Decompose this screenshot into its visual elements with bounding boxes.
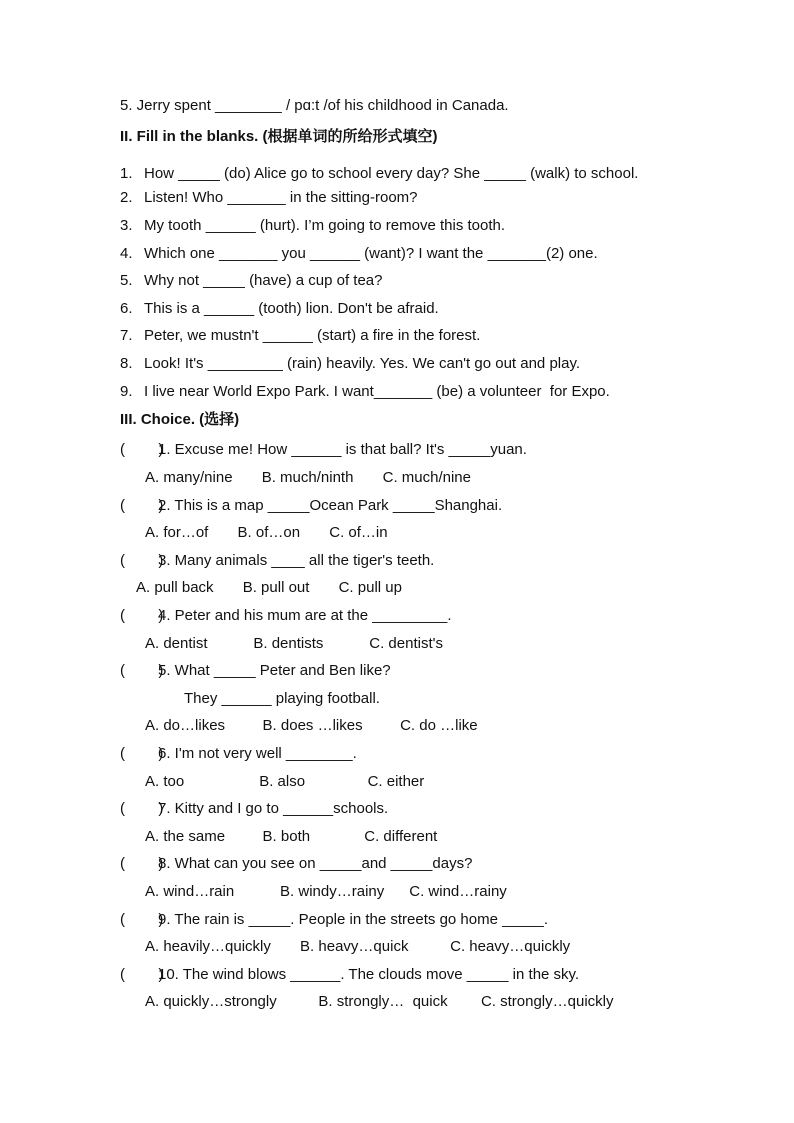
choice-question [120, 552, 434, 570]
question-text: 5. What _____ Peter and Ben like? [158, 662, 391, 679]
fill-item [120, 189, 418, 207]
fill-item [120, 383, 610, 401]
fill-item [120, 245, 598, 263]
fill-item [120, 217, 505, 235]
choice-options: A. dentist B. dentists C. dentist's [145, 635, 443, 652]
item-text: Why not _____ (have) a cup of tea? [144, 272, 383, 289]
item-number: 4. [120, 245, 133, 262]
section-3-heading: III. Choice. (选择) [120, 411, 240, 428]
question-text: 6. I'm not very well ________. [158, 745, 357, 762]
item-text: This is a ______ (tooth) lion. Don't be afraid. [144, 300, 439, 317]
item-text: Look! It's _________ (rain) heavily. Yes. We can't go out and play. [144, 355, 581, 372]
item-number: 5. [120, 272, 133, 289]
item-text: I live near World Expo Park. I want_______ (be) a volunteer for Expo. [144, 383, 610, 400]
choice-question [120, 911, 548, 929]
item-number: 6. [120, 300, 133, 317]
choice-options: A. do…likes B. does …likes C. do …like [145, 717, 478, 734]
item-number: 3. [120, 217, 133, 234]
question-text: 9. The rain is _____. People in the streets go home _____. [158, 911, 548, 928]
answer-paren[interactable]: ( ) [120, 855, 164, 872]
item-number: 1. [120, 165, 133, 182]
choice-question [120, 497, 502, 515]
question-text: 8. What can you see on _____and _____days? [158, 855, 473, 872]
choice-options: A. for…of B. of…on C. of…in [145, 524, 388, 541]
choice-question [120, 800, 388, 818]
choice-options: A. quickly…strongly B. strongly… quick C. strongly…quickly [145, 993, 614, 1010]
question-continuation: They ______ playing football. [184, 690, 380, 707]
item-text: My tooth ______ (hurt). I’m going to remove this tooth. [144, 217, 506, 234]
fill-item [120, 300, 439, 318]
fill-item [120, 327, 480, 345]
choice-options: A. the same B. both C. different [145, 828, 438, 845]
choice-question [120, 966, 579, 984]
item-text: Listen! Who _______ in the sitting-room? [144, 189, 418, 206]
question-text: 7. Kitty and I go to ______schools. [158, 800, 389, 817]
answer-paren[interactable]: ( ) [120, 966, 164, 983]
answer-paren[interactable]: ( ) [120, 800, 164, 817]
item-text: Which one _______ you ______ (want)? I want the _______(2) one. [144, 245, 598, 262]
item-number: 2. [120, 189, 133, 206]
answer-paren[interactable]: ( ) [120, 607, 164, 624]
answer-paren[interactable]: ( ) [120, 911, 164, 928]
choice-options: A. heavily…quickly B. heavy…quick C. heavy…quickly [145, 938, 571, 955]
item-number: 7. [120, 327, 133, 344]
question-text: 1. Excuse me! How ______ is that ball? It's _____yuan. [158, 441, 527, 458]
item-number: 9. [120, 383, 133, 400]
section-2-heading: II. Fill in the blanks. (根据单词的所给形式填空) [120, 128, 438, 145]
question-text: 4. Peter and his mum are at the _________. [158, 607, 452, 624]
answer-paren[interactable]: ( ) [120, 497, 164, 514]
answer-paren[interactable]: ( ) [120, 745, 164, 762]
question-text: 10. The wind blows ______. The clouds move _____ in the sky. [158, 966, 580, 983]
item-text: How _____ (do) Alice go to school every day? She _____ (walk) to school. [144, 165, 639, 182]
choice-question [120, 607, 452, 625]
choice-question [120, 745, 357, 763]
choice-question [120, 441, 527, 459]
fill-item [120, 355, 580, 373]
choice-options: A. too B. also C. either [145, 773, 425, 790]
item-number: 8. [120, 355, 133, 372]
question-text: 3. Many animals ____ all the tiger's teeth. [158, 552, 435, 569]
answer-paren[interactable]: ( ) [120, 441, 164, 458]
question-text: 2. This is a map _____Ocean Park _____Shanghai. [158, 497, 503, 514]
fill-item [120, 272, 382, 290]
item-text: Peter, we mustn't ______ (start) a fire in the forest. [144, 327, 481, 344]
choice-options: A. many/nine B. much/ninth C. much/nine [145, 469, 471, 486]
answer-paren[interactable]: ( ) [120, 662, 164, 679]
choice-question [120, 855, 472, 873]
answer-paren[interactable]: ( ) [120, 552, 164, 569]
choice-question [120, 662, 391, 680]
fill-item [120, 165, 638, 183]
choice-options: A. wind…rain B. windy…rainy C. wind…rainy [145, 883, 507, 900]
choice-options: A. pull back B. pull out C. pull up [136, 579, 402, 596]
top-item-5: 5. Jerry spent ________ / pɑ:t /of his childhood in Canada. [120, 97, 509, 114]
